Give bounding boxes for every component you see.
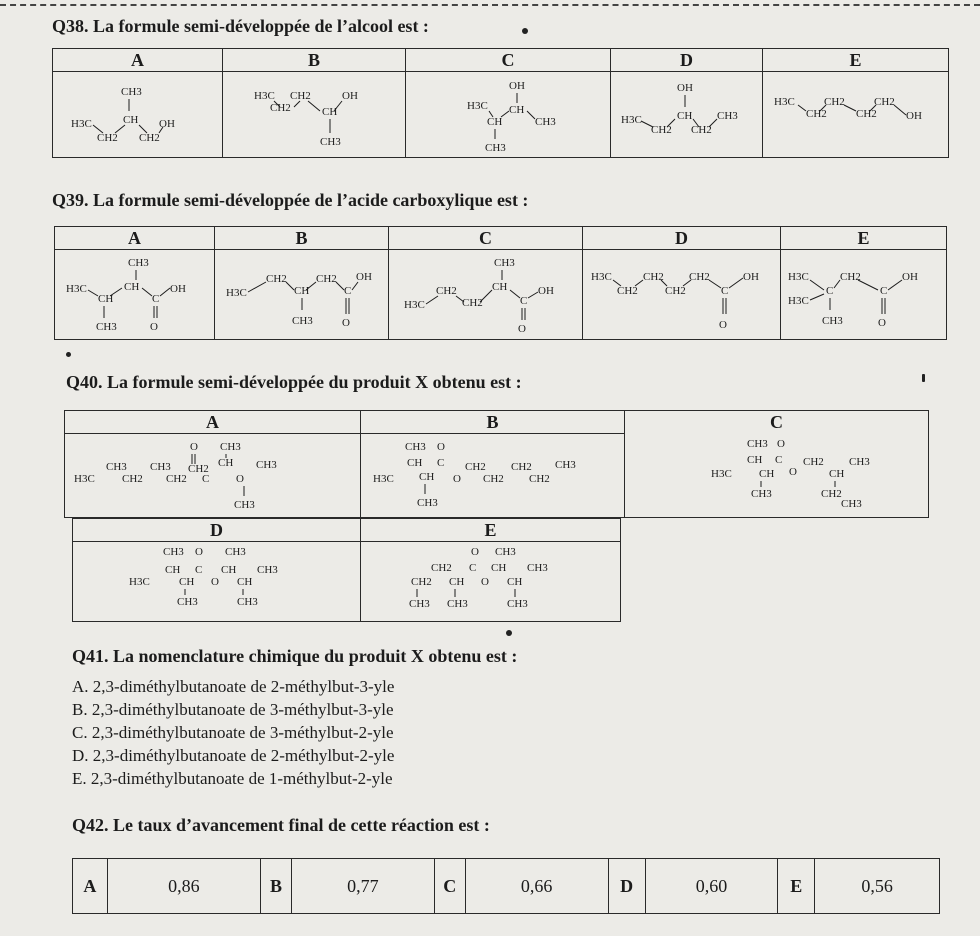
q38-title: Q38. La formule semi-développée de l’alcool est : [52, 16, 429, 36]
svg-text:CH: CH [490, 561, 506, 574]
q42-value-c: 0,66 [465, 859, 608, 914]
q38-options-table [52, 48, 949, 158]
svg-text:CH: CH [746, 454, 762, 467]
q40-letter-a: A [65, 411, 361, 434]
svg-text:CH2: CH2 [690, 123, 712, 136]
structural-formula [63, 75, 213, 155]
svg-text:CH: CH [164, 563, 180, 576]
svg-text:H3C: H3C [254, 89, 275, 102]
q42-letter-a: A [73, 859, 108, 914]
svg-text:CH: CH [506, 575, 522, 588]
q40-letter-b: B [361, 411, 625, 434]
q42-letter-e: E [778, 859, 815, 914]
svg-text:CH: CH [220, 563, 236, 576]
structural-formula [423, 75, 593, 155]
svg-text:O: O [235, 472, 244, 485]
q38-letter-e: E [763, 49, 949, 72]
svg-text:CH2: CH2 [461, 296, 483, 309]
svg-text:CH2: CH2 [616, 284, 638, 297]
svg-text:CH3: CH3 [554, 458, 576, 471]
svg-text:C: C [194, 563, 202, 576]
svg-text:CH: CH [97, 292, 113, 305]
svg-text:CH2: CH2 [435, 284, 457, 297]
q41-option-d: D. 2,3-diméthylbutanoate de 2-méthylbut-2-yle [72, 746, 395, 765]
q42-letter-b: B [261, 859, 292, 914]
q41-option-b: B. 2,3-diméthylbutanoate de 3-méthylbut-3-yle [72, 700, 394, 719]
svg-text:CH: CH [406, 456, 422, 469]
svg-text:CH2: CH2 [96, 131, 118, 144]
q39-letter-a: A [55, 227, 215, 250]
svg-text:OH: OH [537, 284, 554, 297]
q38-formula-e [763, 72, 949, 158]
structural-formula [117, 543, 317, 621]
svg-text:CH: CH [448, 575, 464, 588]
ink-dot [522, 28, 528, 34]
q40-formula-c [625, 434, 929, 518]
svg-text:CH2: CH2 [802, 456, 824, 469]
svg-text:CH3: CH3 [219, 440, 241, 453]
svg-text:O: O [788, 466, 797, 479]
svg-text:OH: OH [158, 117, 175, 130]
structural-formula [60, 252, 210, 338]
q42-value-a: 0,86 [107, 859, 260, 914]
svg-text:CH3: CH3 [233, 498, 255, 511]
svg-text:CH3: CH3 [127, 256, 149, 269]
q40-letter-d: D [73, 519, 361, 542]
svg-text:H3C: H3C [372, 472, 394, 485]
svg-text:CH: CH [293, 284, 309, 297]
svg-text:OH: OH [901, 270, 918, 283]
q39-formula-d [583, 250, 781, 340]
q39-letter-c: C [389, 227, 583, 250]
q42-title: Q42. Le taux d’avancement final de cette réaction est : [72, 815, 490, 835]
svg-text:C: C [879, 284, 887, 297]
svg-text:CH: CH [123, 280, 139, 293]
svg-text:CH2: CH2 [187, 462, 209, 475]
svg-text:CH2: CH2 [464, 460, 486, 473]
svg-text:CH3: CH3 [105, 460, 127, 473]
svg-text:CH2: CH2 [642, 270, 664, 283]
svg-text:OH: OH [169, 282, 186, 295]
svg-text:CH: CH [236, 575, 252, 588]
svg-text:OH: OH [905, 109, 922, 122]
svg-text:CH2: CH2 [664, 284, 686, 297]
svg-text:CH3: CH3 [404, 440, 426, 453]
svg-text:CH3: CH3 [224, 545, 246, 558]
svg-text:CH3: CH3 [821, 314, 843, 327]
svg-text:H3C: H3C [710, 468, 732, 481]
svg-text:O: O [470, 545, 479, 558]
svg-text:CH3: CH3 [236, 595, 258, 608]
svg-text:CH2: CH2 [265, 272, 287, 285]
q39-formula-c [389, 250, 583, 340]
q40-letter-e: E [361, 519, 621, 542]
svg-text:H3C: H3C [787, 294, 809, 307]
svg-text:CH3: CH3 [256, 563, 278, 576]
svg-text:H3C: H3C [128, 575, 150, 588]
svg-text:O: O [341, 316, 350, 329]
q38-letter-c: C [406, 49, 611, 72]
svg-text:CH: CH [418, 470, 434, 483]
svg-text:OH: OH [509, 79, 525, 92]
svg-text:CH3: CH3 [95, 320, 117, 333]
structural-formula [587, 252, 777, 338]
structural-formula [234, 75, 394, 155]
svg-text:O: O [149, 320, 158, 333]
q42-value-e: 0,56 [815, 859, 940, 914]
svg-text:C: C [774, 454, 782, 467]
svg-text:CH2: CH2 [315, 272, 337, 285]
svg-text:CH: CH [676, 109, 692, 122]
svg-text:H3C: H3C [73, 472, 95, 485]
q42-value-b: 0,77 [291, 859, 434, 914]
svg-text:H3C: H3C [225, 286, 247, 299]
svg-text:CH3: CH3 [408, 597, 430, 610]
svg-text:CH: CH [217, 456, 233, 469]
q41-title: Q41. La nomenclature chimique du produit X obtenu est : [72, 646, 518, 666]
q40-options-table-row2 [72, 518, 621, 622]
svg-text:C: C [201, 472, 209, 485]
svg-text:H3C: H3C [403, 298, 425, 311]
structural-formula [637, 435, 917, 515]
q39-options-table [54, 226, 947, 340]
q39-letter-d: D [583, 227, 781, 250]
svg-text:O: O [480, 575, 489, 588]
svg-text:CH3: CH3 [840, 498, 862, 511]
svg-text:C: C [436, 456, 444, 469]
svg-text:H3C: H3C [467, 99, 488, 112]
svg-text:C: C [468, 561, 476, 574]
top-dashed-separator [0, 4, 980, 6]
q39-formula-e [781, 250, 947, 340]
structural-formula [222, 252, 382, 338]
svg-text:C: C [720, 284, 728, 297]
svg-text:CH3: CH3 [320, 135, 341, 148]
svg-text:CH: CH [322, 105, 338, 118]
svg-text:CH2: CH2 [823, 95, 845, 108]
q38-letter-d: D [611, 49, 763, 72]
svg-text:C: C [151, 292, 159, 305]
structural-formula [70, 436, 356, 516]
svg-text:CH2: CH2 [410, 575, 432, 588]
q38-formula-a [53, 72, 223, 158]
svg-text:CH3: CH3 [255, 458, 277, 471]
svg-text:CH: CH [509, 103, 525, 116]
svg-text:O: O [718, 318, 727, 331]
svg-text:OH: OH [676, 81, 693, 94]
q41-option-a: A. 2,3-diméthylbutanoate de 2-méthylbut-3-yle [72, 677, 395, 696]
svg-text:C: C [343, 284, 351, 297]
q40-options-table-row1 [64, 410, 929, 518]
q42-letter-c: C [434, 859, 465, 914]
q40-formula-b [361, 434, 625, 518]
svg-text:O: O [452, 472, 461, 485]
q38-formula-b [223, 72, 406, 158]
svg-text:CH2: CH2 [290, 89, 311, 102]
svg-text:CH3: CH3 [162, 545, 184, 558]
q41-option-c: C. 2,3-diméthylbutanoate de 3-méthylbut-2-yle [72, 723, 394, 742]
svg-text:CH2: CH2 [482, 472, 504, 485]
svg-text:H3C: H3C [70, 117, 92, 130]
svg-text:CH3: CH3 [746, 438, 768, 451]
q39-letter-b: B [215, 227, 389, 250]
structural-formula [768, 75, 944, 155]
svg-text:CH2: CH2 [121, 472, 143, 485]
ink-dot [506, 630, 512, 636]
svg-text:CH3: CH3 [416, 496, 438, 509]
svg-text:CH2: CH2 [650, 123, 672, 136]
svg-text:C: C [825, 284, 833, 297]
svg-text:CH2: CH2 [873, 95, 895, 108]
svg-text:O: O [436, 440, 445, 453]
q42-answers-table [72, 858, 940, 914]
svg-text:CH2: CH2 [165, 472, 187, 485]
q40-letter-c: C [625, 411, 929, 434]
svg-text:CH3: CH3 [176, 595, 198, 608]
svg-text:CH2: CH2 [430, 561, 452, 574]
q40-title: Q40. La formule semi-développée du produit X obtenu est : [66, 372, 522, 392]
svg-text:CH2: CH2 [138, 131, 160, 144]
structural-formula [391, 543, 591, 621]
svg-text:CH3: CH3 [493, 256, 515, 269]
q42-letter-d: D [608, 859, 645, 914]
svg-text:O: O [189, 440, 198, 453]
svg-text:CH3: CH3 [291, 314, 313, 327]
ink-dot [66, 352, 71, 357]
svg-text:CH: CH [828, 468, 844, 481]
svg-text:CH2: CH2 [528, 472, 550, 485]
svg-text:CH3: CH3 [506, 597, 528, 610]
svg-text:CH: CH [178, 575, 194, 588]
q39-letter-e: E [781, 227, 947, 250]
structural-formula [784, 252, 944, 338]
q40-formula-e [361, 542, 621, 622]
svg-text:CH: CH [758, 468, 774, 481]
svg-text:H3C: H3C [773, 95, 795, 108]
svg-text:CH2: CH2 [855, 107, 877, 120]
svg-text:CH: CH [491, 280, 507, 293]
svg-text:CH: CH [122, 113, 138, 126]
q40-formula-d [73, 542, 361, 622]
svg-text:CH2: CH2 [805, 107, 827, 120]
svg-text:CH3: CH3 [716, 109, 738, 122]
svg-text:H3C: H3C [787, 270, 809, 283]
q39-formula-b [215, 250, 389, 340]
structural-formula [396, 252, 576, 338]
structural-formula [617, 75, 757, 155]
svg-text:CH2: CH2 [820, 488, 842, 501]
svg-text:OH: OH [742, 270, 759, 283]
svg-text:H3C: H3C [620, 113, 642, 126]
svg-text:CH2: CH2 [839, 270, 861, 283]
svg-text:H3C: H3C [65, 282, 87, 295]
svg-text:CH2: CH2 [510, 460, 532, 473]
svg-text:CH3: CH3 [535, 115, 556, 128]
svg-text:CH3: CH3 [526, 561, 548, 574]
svg-text:H3C: H3C [590, 270, 612, 283]
svg-text:CH3: CH3 [848, 456, 870, 469]
q39-title: Q39. La formule semi-développée de l’acide carboxylique est : [52, 190, 529, 210]
svg-text:O: O [517, 322, 526, 335]
svg-text:CH3: CH3 [446, 597, 468, 610]
svg-text:O: O [877, 316, 886, 329]
svg-text:CH3: CH3 [120, 85, 142, 98]
svg-text:O: O [776, 438, 785, 451]
svg-text:CH3: CH3 [485, 141, 506, 154]
svg-text:C: C [519, 294, 527, 307]
q38-letter-b: B [223, 49, 406, 72]
structural-formula [365, 436, 621, 516]
svg-text:CH3: CH3 [149, 460, 171, 473]
svg-text:OH: OH [342, 89, 358, 102]
q38-formula-d [611, 72, 763, 158]
svg-text:O: O [210, 575, 219, 588]
svg-text:CH: CH [487, 115, 503, 128]
q40-formula-a [65, 434, 361, 518]
svg-text:OH: OH [355, 270, 372, 283]
q38-letter-a: A [53, 49, 223, 72]
svg-text:O: O [194, 545, 203, 558]
q41-option-e: E. 2,3-diméthylbutanoate de 1-méthylbut-2-yle [72, 769, 393, 788]
q38-formula-c [406, 72, 611, 158]
ink-mark [922, 374, 925, 382]
svg-text:CH3: CH3 [750, 488, 772, 501]
svg-text:CH2: CH2 [688, 270, 710, 283]
q42-value-d: 0,60 [645, 859, 778, 914]
q39-formula-a [55, 250, 215, 340]
svg-text:CH2: CH2 [270, 101, 291, 114]
svg-text:CH3: CH3 [494, 545, 516, 558]
